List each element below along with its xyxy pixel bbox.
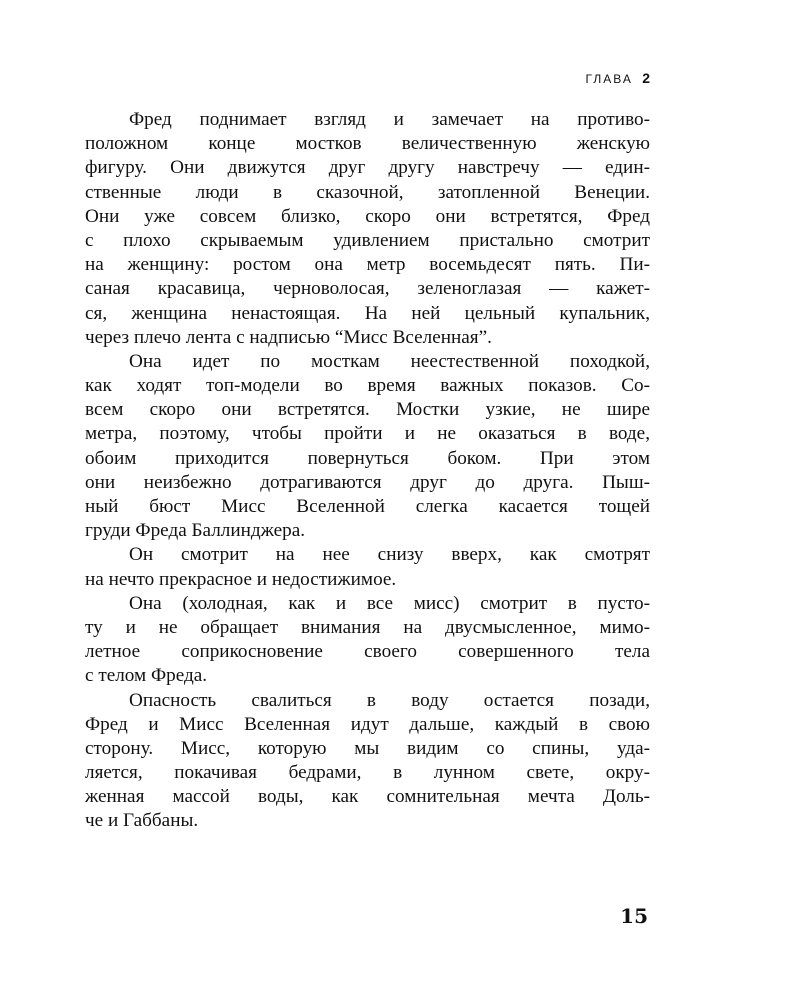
text-line: как ходят топ-модели во время важных показов. Со- — [85, 375, 650, 397]
text-line: фигуру. Они движутся друг другу навстречу — един- — [85, 157, 650, 179]
chapter-label: ГЛАВА — [585, 72, 633, 86]
text-line: Она идет по мосткам неестественной походкой, — [129, 350, 650, 372]
text-line: на нечто прекрасное и недостижимое. — [85, 568, 397, 590]
text-line: груди Фреда Баллинджера. — [85, 520, 306, 542]
page-number: 15 — [620, 904, 648, 928]
text-line: летное соприкосновение своего совершенного тела — [85, 641, 650, 663]
text-line: всем скоро они встретятся. Мостки узкие, не шире — [85, 399, 650, 421]
text-line: положном конце мостков величественную женскую — [85, 133, 650, 155]
text-line: Он смотрит на нее снизу вверх, как смотрят — [129, 544, 650, 566]
text-line: ственные люди в сказочной, затопленной Венеции. — [85, 181, 650, 203]
text-line: с плохо скрываемым удивлением пристально смотрит — [85, 229, 650, 251]
text-line: Они уже совсем близко, скоро они встретятся, Фред — [85, 205, 650, 227]
text-line: ный бюст Мисс Вселенной слегка касается тощей — [85, 496, 650, 517]
running-header — [586, 70, 650, 86]
text-line: Она (холодная, как и все мисс) смотрит в пусто- — [129, 592, 650, 614]
text-line: ту и не обращает внимания на двусмысленное, мимо- — [85, 616, 650, 638]
text-line: Фред поднимает взгляд и замечает на противо- — [129, 109, 650, 130]
chapter-number: 2 — [642, 70, 650, 86]
text-line: ляется, покачивая бедрами, в лунном свете, окру- — [85, 762, 650, 784]
text-line: Фред и Мисс Вселенная идут дальше, каждый в свою — [85, 713, 650, 735]
text-line: с телом Фреда. — [85, 665, 208, 687]
text-line: Опасность свалиться в воду остается позади, — [129, 689, 650, 711]
text-line: через плечо лента с надписью “Мисс Вселенная”. — [85, 326, 492, 348]
text-line: они неизбежно дотрагиваются друг до друга. Пыш- — [85, 471, 650, 493]
text-line: метра, поэтому, чтобы пройти и не оказаться в воде, — [85, 423, 650, 445]
text-line: женная массой воды, как сомнительная мечта Доль- — [85, 786, 650, 808]
text-line: ся, женщина ненастоящая. На ней цельный купальник, — [85, 302, 650, 324]
text-line: на женщину: ростом она метр восемьдесят пять. Пи- — [85, 254, 650, 276]
body-text — [85, 108, 650, 834]
text-line: саная красавица, черноволосая, зеленоглазая — кажет- — [85, 278, 650, 300]
text-line: обоим приходится повернуться боком. При этом — [85, 447, 650, 469]
text-line: че и Габбаны. — [85, 810, 199, 832]
text-line: сторону. Мисс, которую мы видим со спины, уда- — [85, 737, 650, 759]
